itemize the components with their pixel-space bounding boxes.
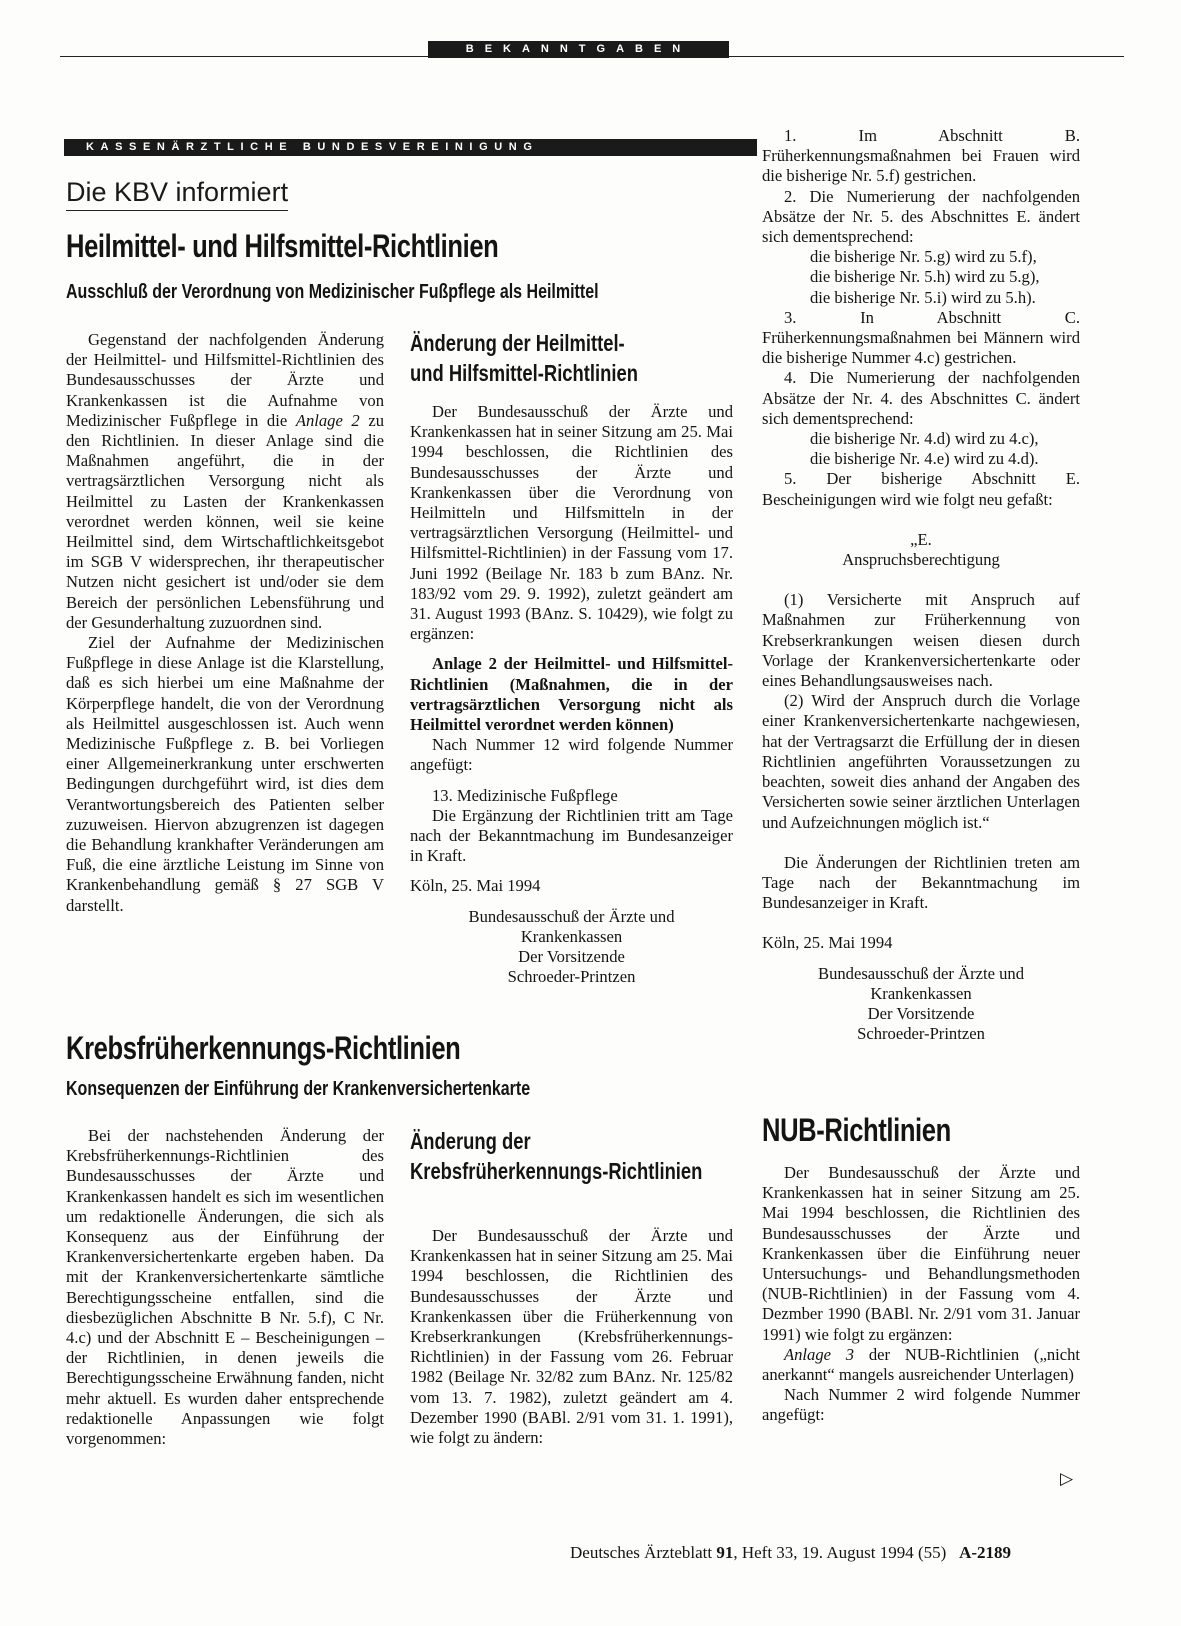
article1-col1	[66, 330, 384, 916]
article2-subtitle: Konsequenzen der Einführung der Krankenversichertenkarte	[66, 1078, 531, 1100]
signature-line: Bundesausschuß der Ärzte und	[468, 906, 675, 926]
article2-col2	[410, 1226, 733, 1448]
page-number: A-2189	[959, 1543, 1012, 1562]
place-date: Köln, 25. Mai 1994	[410, 876, 541, 896]
paragraph: Der Bundesausschuß der Ärzte und Krankenkassen hat in seiner Sitzung am 25. Mai 1994 beschlossen, die Richtlinien des Bundesausschusses der Ärzte und Krankenkassen über die Einführung neuer Untersuchungs- und Behandlungsmethoden (NUB-Richtlinien) in der Fassung vom 4. Dezmber 1990 (BABl. Nr. 2/91 vom 31. Januar 1991) wie folgt zu ergänzen:	[762, 1163, 1080, 1344]
heading-line: Änderung der Heilmittel-	[410, 330, 625, 356]
section-label: „E.	[910, 529, 932, 549]
paragraph: 4. Die Numerierung der nachfolgenden Absätze der Nr. 4. des Abschnittes C. ändert sich dementsprechend:	[762, 368, 1080, 428]
heading-line: und Hilfsmittel-Richtlinien	[410, 360, 638, 386]
paragraph: Nach Nummer 12 wird folgende Nummer angefügt:	[410, 735, 733, 775]
list-item: 13. Medizinische Fußpflege	[432, 785, 618, 805]
paragraph: Der Bundesausschuß der Ärzte und Krankenkassen hat in seiner Sitzung am 25. Mai 1994 beschlossen, die Richtlinien des Bundesausschusses der Ärzte und Krankenkassen über die Früherkennung von Krebserkrankungen (Krebsfrüherkennungs-Richtlinien) in der Fassung vom 26. Februar 1982 (Beilage Nr. 32/82 zum BAnz. Nr. 125/82 vom 13. 7. 1982), zuletzt geändert am 4. Dezember 1990 (BABl. 2/91 vom 31. 1. 1991), wie folgt zu ändern:	[410, 1226, 733, 1448]
paragraph: 2. Die Numerierung der nachfolgenden Absätze der Nr. 5. des Abschnittes E. ändert sich dementsprechend:	[762, 186, 1080, 247]
right-column	[762, 126, 1080, 1044]
paragraph: (2) Wird der Anspruch durch die Vorlage einer Krankenversichertenkarte nachgewiesen, hat der Vertragsarzt die Erfüllung der in diesen Richtlinien angeführten Voraussetzungen zu beachten, soweit dies anhand der Angaben des Versicherten sowie seiner ärztlichen Unterlagen und Aufzeichnungen möglich ist.“	[762, 691, 1080, 832]
list-item: die bisherige Nr. 4.d) wird zu 4.c),	[810, 429, 1039, 449]
anlage-text: der NUB-Richtlinien („nicht anerkannt“ mangels ausreichender Unterlagen)	[762, 1344, 1080, 1385]
section-title: Anspruchsberechtigung	[842, 550, 1000, 570]
signature-line: Schroeder-Printzen	[507, 967, 636, 987]
continue-arrow-icon: ▷	[1060, 1469, 1074, 1488]
paragraph: 1. Im Abschnitt B. Früherkennungsmaßnahmen bei Frauen wird die bisherige Nr. 5.f) gestrichen.	[762, 126, 1080, 186]
anlage-ref: Anlage 3	[784, 1344, 855, 1364]
place-date: Köln, 25. Mai 1994	[762, 933, 893, 953]
kbv-title: Die KBV informiert	[66, 177, 288, 211]
article1-col1-p1: Gegenstand der nachfolgenden Änderung der Heilmittel- und Hilfsmittel-Richtlinien des Bundesausschusses der Ärzte und Krankenkassen ist die Aufnahme von Medizinischer Fußpflege in die Anlage 2 zu den Richtlinien. In dieser Anlage sind die Maßnahmen angeführt, die in der vertragsärztlichen Versorgung nicht als Heilmittel zu Lasten der Krankenkassen verordnet werden können, weil sie keine Heilmittel sind, dem Wirtschaftlichkeitsgebot im SGB V widersprechen, ihr therapeutischer Nutzen nicht gesichert ist und/oder sie dem Bereich der persönlichen Lebensführung und der Gesunderhaltung zuzuordnen sind.	[66, 330, 384, 632]
list-item: die bisherige Nr. 4.e) wird zu 4.d).	[810, 449, 1039, 469]
heading-line: Änderung der	[410, 1128, 531, 1154]
paragraph: (1) Versicherte mit Anspruch auf Maßnahmen zur Früherkennung von Krebserkrankungen weisen diesen durch Vorlage der Krankenversichertenkarte oder eines Behandlungsausweises nach.	[762, 590, 1080, 691]
footer	[570, 1543, 1011, 1563]
paragraph: Bei der nachstehenden Änderung der Krebsfrüherkennungs-Richtlinien des Bundesausschusses der Ärzte und Krankenkassen handelt es sich im wesentlichen um redaktionelle Änderungen, die sich als Konsequenz aus der Einführung der Krankenversichertenkarte ergeben haben. Da mit der Krankenversichertenkarte sämtliche Berechtigungsscheine entfallen, sind die diesbezüglichen Abschnitte B Nr. 5.f), C Nr. 4.c) und der Abschnitt E – Bescheinigungen – der Richtlinien, in denen jeweils die Berechtigungsscheine Erwähnung fanden, nicht mehr aktuell. Es wurden daher entsprechende redaktionelle Anpassungen wie folgt vorgenommen:	[66, 1126, 384, 1449]
section-band: BEKANNTGABEN	[428, 41, 729, 58]
article3-col	[762, 1163, 1080, 1426]
list-item: die bisherige Nr. 5.g) wird zu 5.f),	[810, 247, 1037, 267]
paragraph: Nach Nummer 2 wird folgende Nummer angefügt:	[762, 1385, 1080, 1425]
article2-title: Krebsfrüherkennungs-Richtlinien	[66, 1030, 461, 1066]
paragraph: 5. Der bisherige Abschnitt E. Bescheinigungen wird wie folgt neu gefaßt:	[762, 469, 1080, 509]
article1-title: Heilmittel- und Hilfsmittel-Richtlinien	[66, 228, 499, 264]
article2-col2-heading	[410, 1126, 702, 1186]
signature-line: Bundesausschuß der Ärzte und	[818, 963, 1024, 983]
article2-col1	[66, 1126, 384, 1449]
signature-line: Der Vorsitzende	[518, 947, 625, 967]
journal-name: Deutsches Ärzteblatt	[570, 1543, 713, 1562]
volume: 91	[716, 1543, 734, 1562]
signature-line: Krankenkassen	[520, 926, 623, 946]
signature-line: Schroeder-Printzen	[857, 1024, 985, 1044]
list-item: die bisherige Nr. 5.i) wird zu 5.h).	[810, 287, 1036, 307]
article3-title: NUB-Richtlinien	[762, 1112, 951, 1148]
article1-col2	[410, 402, 733, 987]
heading-line: Krebsfrüherkennungs-Richtlinien	[410, 1158, 703, 1184]
org-band: KASSENÄRZTLICHE BUNDESVEREINIGUNG	[64, 139, 757, 156]
paragraph: 3. In Abschnitt C. Früherkennungsmaßnahmen bei Männern wird die bisherige Nummer 4.c) gestrichen.	[762, 307, 1080, 368]
paragraph: Der Bundesausschuß der Ärzte und Krankenkassen hat in seiner Sitzung am 25. Mai 1994 beschlossen, die Richtlinien des Bundesausschusses der Ärzte und Krankenkassen über die Verordnung von Heilmitteln und Hilfsmitteln in der vertragsärztlichen Versorgung (Heilmittel- und Hilfsmittel-Richtlinien) in der Fassung vom 17. Juni 1992 (Beilage Nr. 183 b zum BAnz. Nr. 183/92 vom 29. 9. 1992), zuletzt geändert am 31. August 1993 (BAnz. S. 10429), wie folgt zu ergänzen:	[410, 402, 733, 644]
article1-col2-heading	[410, 328, 638, 388]
paragraph	[762, 1345, 1080, 1385]
signature-line: Krankenkassen	[870, 983, 972, 1003]
list-item: die bisherige Nr. 5.h) wird zu 5.g),	[810, 267, 1040, 287]
paragraph: Die Änderungen der Richtlinien treten am Tage nach der Bekanntmachung im Bundesanzeiger in Kraft.	[762, 852, 1080, 913]
article1-subtitle: Ausschluß der Verordnung von Medizinischer Fußpflege als Heilmittel	[66, 281, 599, 303]
article1-col1-p2: Ziel der Aufnahme der Medizinischen Fußpflege in diese Anlage ist die Klarstellung, daß es sich hierbei um eine Maßnahme der Körperpflege handelt, die von der Verordnung als Heilmittel ausgeschlossen ist. Auch wenn Medizinische Fußpflege z. B. bei Vorliegen einer Allgemeinerkrankung unter erschwerten Bedingungen durchgeführt wird, ist dies dem Verantwortungsbereich des Patienten selber zuzuweisen. Hiervon abzugrenzen ist dagegen die Behandlung krankhafter Veränderungen am Fuß, die eine ärztliche Leistung im Sinne von Krankenbehandlung gemäß § 27 SGB V darstellt.	[66, 633, 384, 915]
signature-line: Der Vorsitzende	[867, 1003, 975, 1023]
paragraph: Die Ergänzung der Richtlinien tritt am Tage nach der Bekanntmachung im Bundesanzeiger in Kraft.	[410, 805, 733, 866]
issue-info: , Heft 33, 19. August 1994 (55)	[733, 1543, 947, 1562]
paragraph-bold: Anlage 2 der Heilmittel- und Hilfsmittel-Richtlinien (Maßnahmen, die in der vertragsärztlichen Versorgung nicht als Heilmittel verordnet werden können)	[410, 654, 733, 735]
